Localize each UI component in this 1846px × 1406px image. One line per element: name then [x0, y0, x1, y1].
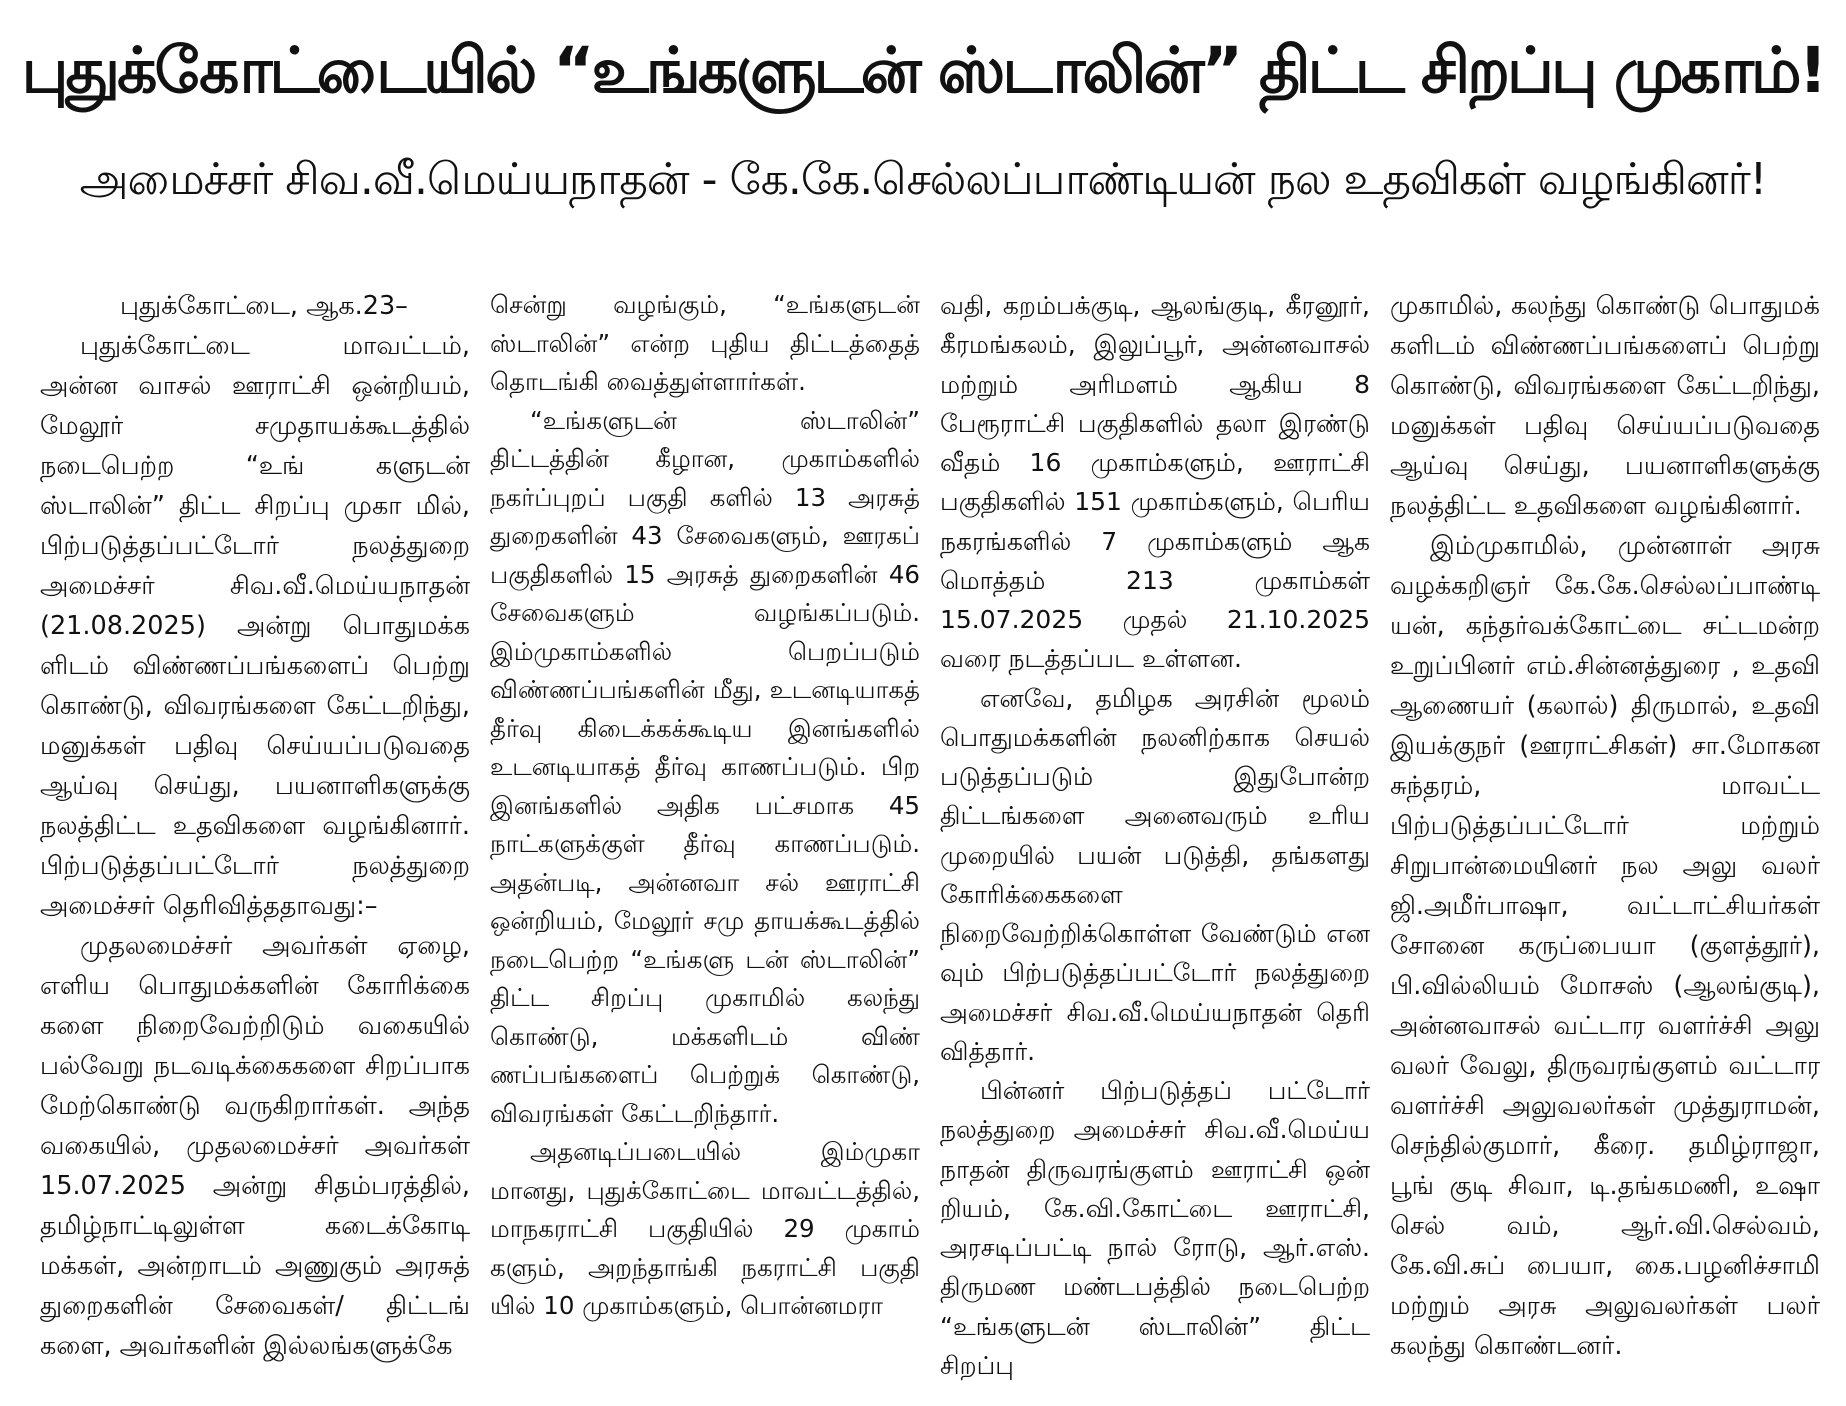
dateline: புதுக்கோட்டை, ஆக.23– — [120, 291, 408, 321]
article-body — [40, 286, 1840, 1406]
paragraph: முதலமைச்சர் அவர்கள் ஏழை, எளிய பொதுமக்களின் கோரிக்கை களை நிறைவேற்றிடும் வகையில் பல்வேறு நடவடிக்கைகளை சிறப்பாக மேற்கொண்டு வருகிறார்கள். அந்த வகையில், முதலமைச்சர் அவர்கள் 15.07.2025 அன்று சிதம்பரத்தில், தமிழ்நாட்டிலுள்ள கடைக்கோடி மக்கள், அன்றாடம் அணுகும் அரசுத் துறைகளின் சேவைகள்/ திட்டங் களை, அவர்களின் இல்லங்களுக்கே — [40, 931, 470, 1361]
paragraph: இம்முகாமில், முன்னாள் அரசு வழக்கறிஞர் கே.கே.செல்லப்பாண்டி யன், கந்தர்வக்கோட்டை சட்டமன்ற உறுப்பினர் எம்.சின்னத்துரை , உதவி ஆணையர் (கலால்) திருமால், உதவி இயக்குநர் (ஊராட்சிகள்) சா.மோகன சுந்தரம், மாவட்ட பிற்படுத்தப்பட்டோர் மற்றும் சிறுபான்மையினர் நல அலு வலர் ஜி.அமீர்பாஷா, வட்டாட்சியர்கள் சோனை கருப்பையா (குளத்தூர்), பி.வில்லியம் மோசஸ் (ஆலங்குடி), அன்னவாசல் வட்டார வளர்ச்சி அலு வலர் வேலு, திருவரங்குளம் வட்டார வளர்ச்சி அலுவலர்கள் முத்துராமன், செந்தில்குமார், கீரை. தமிழ்ராஜா, பூங் குடி சிவா, டி.தங்கமணி, உஷா செல் வம், ஆர்.வி.செல்வம், கே.வி.சுப் பையா, கை.பழனிச்சாமி மற்றும் அரசு அலுவலர்கள் பலர் கலந்து கொண்டனர். — [1390, 531, 1820, 1361]
paragraph: அதனடிப்படையில் இம்முகா மானது, புதுக்கோட்டை மாவட்டத்தில், மாநகராட்சி பகுதியில் 29 முகாம் களும், அறந்தாங்கி நகராட்சி பகுதி யில் 10 முகாம்களும், பொன்னமரா — [490, 1137, 920, 1320]
paragraph: “உங்களுடன் ஸ்டாலின்” திட்டத்தின் கீழான, முகாம்களில் நகர்ப்புறப் பகுதி களில் 13 அரசுத் துறைகளின் 43 சேவைகளும், ஊரகப் பகுதிகளில் 15 அரசுத் துறைகளின் 46 சேவைகளும் வழங்கப்படும். இம்முகாம்களில் பெறப்படும் விண்ணப்பங்களின் மீது, உடனடியாகத் தீர்வு கிடைக்கக்கூடிய இனங்களில் உடனடியாகத் தீர்வு காணப்படும். பிற இனங்களில் அதிக பட்சமாக 45 நாட்களுக்குள் தீர்வு காணப்படும். அதன்படி, அன்னவா சல் ஊராட்சி ஒன்றியம், மேலூர் சமு தாயக்கூடத்தில் நடைபெற்ற “உங்களு டன் ஸ்டாலின்” திட்ட சிறப்பு முகாமில் கலந்து கொண்டு, மக்களிடம் விண் ணப்பங்களைப் பெற்றுக் கொண்டு, விவரங்கள் கேட்டறிந்தார். — [490, 405, 920, 1128]
article-column-1 — [40, 286, 470, 1406]
paragraph: எனவே, தமிழக அரசின் மூலம் பொதுமக்களின் நலனிற்காக செயல் படுத்தப்படும் இதுபோன்ற திட்டங்களை அனைவரும் உரிய முறையில் பயன் படுத்தி, தங்களது கோரிக்கைகளை நிறைவேற்றிக்கொள்ள வேண்டும் என வும் பிற்படுத்தப்பட்டோர் நலத்துறை அமைச்சர் சிவ.வீ.மெய்யநாதன் தெரி வித்தார். — [940, 683, 1370, 1066]
paragraph: புதுக்கோட்டை மாவட்டம், அன்ன வாசல் ஊராட்சி ஒன்றியம், மேலூர் சமுதாயக்கூடத்தில் நடைபெற்ற “உங் களுடன் ஸ்டாலின்” திட்ட சிறப்பு முகா மில், பிற்படுத்தப்பட்டோர் நலத்துறை அமைச்சர் சிவ.வீ.மெய்யநாதன் (21.08.2025) அன்று பொதுமக்க ளிடம் விண்ணப்பங்களைப் பெற்று கொண்டு, விவரங்களை கேட்டறிந்து, மனுக்கள் பதிவு செய்யப்படுவதை ஆய்வு செய்து, பயனாளிகளுக்கு நலத்திட்ட உதவிகளை வழங்கினார். பிற்படுத்தப்பட்டோர் நலத்துறை அமைச்சர் தெரிவித்ததாவது:– — [40, 331, 470, 921]
subheadline: அமைச்சர் சிவ.வீ.மெய்யநாதன் - கே.கே.செல்லப்பாண்டியன் நல உதவிகள் வழங்கினர்! — [79, 154, 1767, 205]
article-column-2 — [490, 286, 920, 1406]
article-column-3 — [940, 286, 1370, 1406]
paragraph-continuation: சென்று வழங்கும், “உங்களுடன் ஸ்டாலின்” என்ற புதிய திட்டத்தைத் தொடங்கி வைத்துள்ளார்கள். — [490, 290, 920, 396]
headline: புதுக்கோட்டையில் “உங்களுடன் ஸ்டாலின்” திட்ட சிறப்பு முகாம்! — [21, 34, 1825, 107]
paragraph-continuation: வதி, கறம்பக்குடி, ஆலங்குடி, கீரனூர், கீரமங்கலம், இலுப்பூர், அன்னவாசல் மற்றும் அரிமளம் ஆகிய 8 பேரூராட்சி பகுதிகளில் தலா இரண்டு வீதம் 16 முகாம்களும், ஊராட்சி பகுதிகளில் 151 முகாம்களும், பெரிய நகரங்களில் 7 முகாம்களும் ஆக மொத்தம் 213 முகாம்கள் 15.07.2025 முதல் 21.10.2025 வரை நடத்தப்பட உள்ளன. — [940, 291, 1370, 674]
paragraph-continuation: முகாமில், கலந்து கொண்டு பொதுமக் களிடம் விண்ணப்பங்களைப் பெற்று கொண்டு, விவரங்களை கேட்டறிந்து, மனுக்கள் பதிவு செய்யப்படுவதை ஆய்வு செய்து, பயனாளிகளுக்கு நலத்திட்ட உதவிகளை வழங்கினார். — [1390, 291, 1820, 521]
paragraph: பின்னர் பிற்படுத்தப் பட்டோர் நலத்துறை அமைச்சர் சிவ.வீ.மெய்ய நாதன் திருவரங்குளம் ஊராட்சி ஒன் றியம், கே.வி.கோட்டை ஊராட்சி, அரசடிப்பட்டி நால் ரோடு, ஆர்.எஸ். திருமண மண்டபத்தில் நடைபெற்ற “உங்களுடன் ஸ்டாலின்” திட்ட சிறப்பு — [940, 1076, 1370, 1380]
article-column-4 — [1390, 286, 1820, 1406]
